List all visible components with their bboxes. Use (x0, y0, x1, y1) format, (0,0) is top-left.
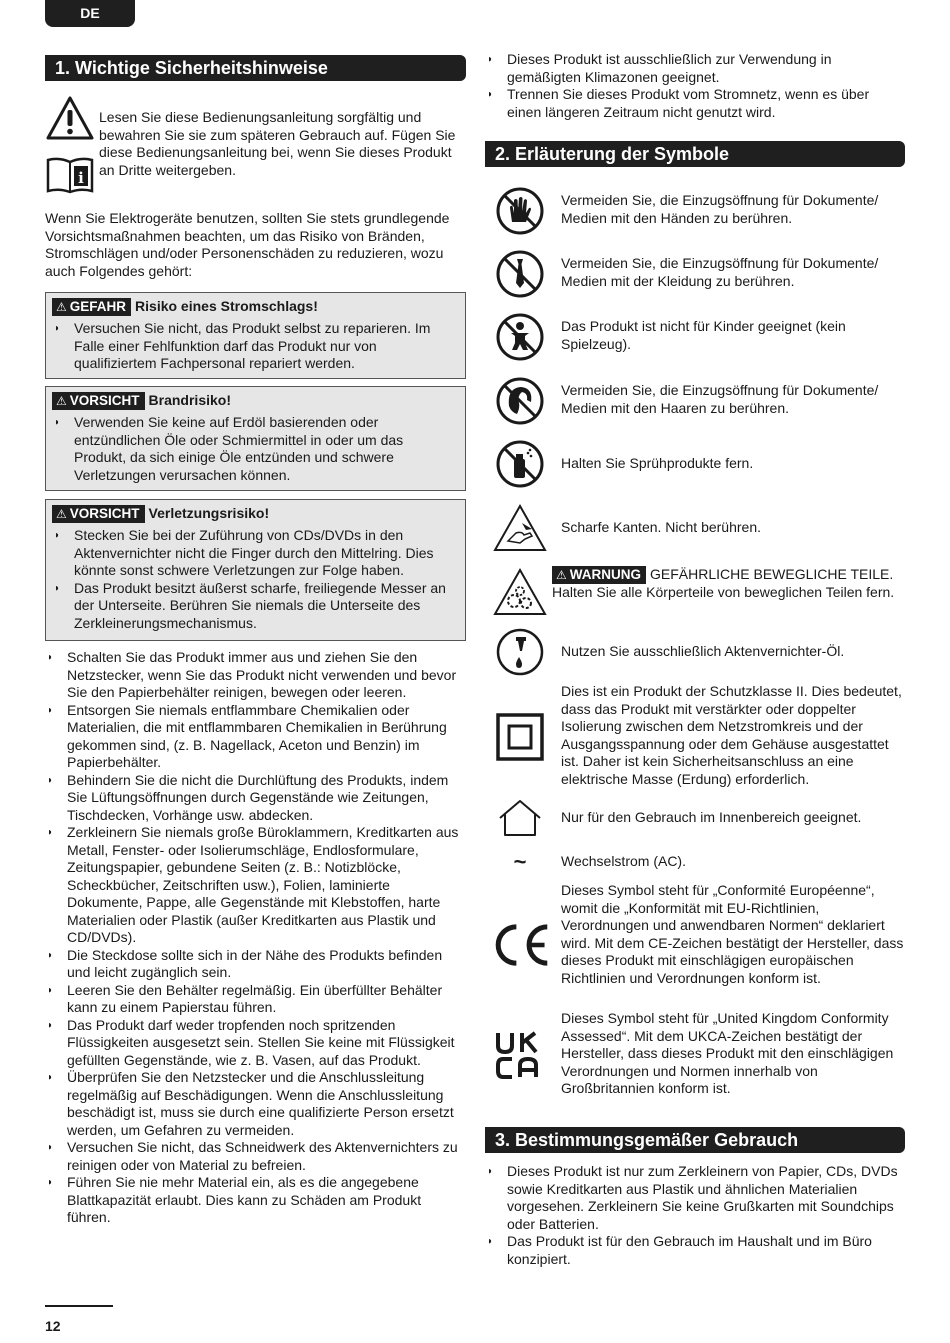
safety-bullet-list (45, 649, 463, 1227)
list-item: ◗ Dieses Produkt ist nur zum Zerkleinern von Papier, CDs, DVDs sowie Kreditkarten aus Plastik und ähnlichen Materialien vorgesehen. Zerkleinern Sie keine Grußkarten mit Soundchips oder Batterien. (485, 1163, 905, 1233)
indoor-house-icon (490, 797, 550, 839)
ac-icon: ~ (513, 849, 527, 874)
box-list (52, 320, 459, 373)
page-number: 12 (45, 1318, 61, 1334)
list-item: ◗ Stecken Sie bei der Zuführung von CDs/DVDs in den Aktenvernichter nicht die Finger durch den Mittelring. Dies könnte sonst schwere Verletzungen zur Folge haben. (52, 527, 459, 580)
symbol-description: Dieses Symbol steht für „Conformité Européenne“, womit die „Konformität mit EU-Richtlinien, Verordnungen und anwendbaren Normen“ deklariert wird. Mit dem CE-Zeichen bestätigt der Hersteller, dass dieses Produkt mit einschlägigen europäischen Richtlinien und Verordnungen konform ist. (561, 882, 904, 986)
continued-bullet-list (485, 51, 890, 121)
symbol-row (485, 185, 905, 237)
footer-rule (45, 1305, 113, 1307)
intro-text: Lesen Sie diese Bedienungsanleitung sorgfältig und bewahren Sie sie zum späteren Gebrauch auf. Fügen Sie diese Bedienungsanleitung bei, wenn Sie dieses Produkt an Dritte weitergeben. (99, 109, 456, 178)
symbol-description: Dies ist ein Produkt der Schutzklasse II. Dies bedeutet, dass das Produkt mit verstärkter oder doppelter Isolierung zwischen dem Netzstromkreis und der Ausgangsspannung oder dem Gehäuse ausgestattet ist. Daher ist kein Sicherheitsanschluss an eine elektrische Masse (Erdung) erforderlich. (561, 683, 902, 787)
warning-heading: GEFÄHRLICHE BEWEGLICHE TEILE. (650, 566, 894, 582)
symbol-description (552, 566, 905, 602)
warning-sign-icon: ⚠ (556, 568, 567, 582)
symbol-description: Vermeiden Sie, die Einzugsöffnung für Dokumente/ Medien mit der Kleidung zu berühren. (561, 255, 879, 289)
symbol-description: Halten Sie Sprühprodukte fern. (561, 455, 754, 471)
list-item: ◗ Das Produkt darf weder tropfenden noch spritzenden Flüssigkeiten ausgesetzt sein. Stellen Sie keine mit Flüssigkeit gefüllten Gegenstände, wie z. B. Vasen, auf das Produkt. (45, 1017, 463, 1070)
list-item: ◗ Verwenden Sie keine auf Erdöl basierenden oder entzündlichen Öle oder Schmiermittel in oder um das Produkt, da sich einige Öle entzünden und schwere Verletzungen verursachen können. (52, 414, 459, 484)
caution-box-fire (45, 386, 466, 491)
danger-box-electric-shock (45, 292, 466, 379)
no-tie-icon (490, 248, 550, 300)
warning-sign-icon: ⚠ (56, 394, 67, 408)
caution-box-injury (45, 499, 466, 641)
symbol-description: Wechselstrom (AC). (561, 853, 686, 869)
box-list (52, 414, 459, 484)
symbol-description: Das Produkt ist nicht für Kinder geeignet (kein Spielzeug). (561, 318, 846, 352)
language-tab: DE (45, 0, 135, 27)
list-item: ◗ Führen Sie nie mehr Material ein, als es die angegebene Blattkapazität erlaubt. Dies kann zu Schäden am Produkt führen. (45, 1174, 463, 1227)
list-item: ◗ Das Produkt besitzt äußerst scharfe, freiliegende Messer an der Unterseite. Berühren Sie niemals die Unterseite des Zerkleinerungsmechanismus. (52, 580, 459, 633)
symbol-description: Dieses Symbol steht für „United Kingdom Conformity Assessed“. Mit dem UKCA-Zeichen bestätigt der Hersteller, dass dieses Produkt mit den einschlägigen Verordnungen und Normen innerhalb von Großbritannien konform ist. (561, 1010, 894, 1096)
danger-badge: ⚠ GEFAHR (52, 298, 131, 316)
symbol-description: Vermeiden Sie, die Einzugsöffnung für Dokumente/ Medien mit den Haaren zu berühren. (561, 382, 879, 416)
symbol-row (485, 797, 905, 839)
list-item: ◗ Überprüfen Sie den Netzstecker und die Anschlussleitung regelmäßig auf Beschädigungen. Wenn die Anschlussleitung beschädigt ist, muss sie durch eine qualifizierte Person ersetzt werden, um Gefahren zu vermeiden. (45, 1069, 463, 1139)
section-1-title: 1. Wichtige Sicherheitshinweise (45, 55, 466, 81)
intended-use-list (485, 1163, 905, 1268)
symbol-row (485, 248, 905, 300)
list-item: ◗ Leeren Sie den Behälter regelmäßig. Ein überfüllter Behälter kann zu einem Papierstau führen. (45, 982, 463, 1017)
list-item: ◗ Zerkleinern Sie niemals große Büroklammern, Kreditkarten aus Metall, Fenster- oder Isolierumschläge, Endlosformulare, Zeitungspapier, gebundene Seiten (z. B.: Notizblöcke, Scheckbücher, Zeitschriften usw.), Folien, laminierte Dokumente, Pappe, alle Gegenstände mit Klebstoffen, harte Materialien oder Plastik (außer Kreditkarten aus Plastik und CD/DVDs). (45, 824, 463, 947)
list-item: ◗ Trennen Sie dieses Produkt vom Stromnetz, wenn es über einen längeren Zeitraum nicht genutzt wird. (485, 86, 890, 121)
symbol-row (485, 500, 905, 555)
oil-icon (490, 627, 550, 677)
symbol-description: Nutzen Sie ausschließlich Aktenvernichter-Öl. (561, 643, 845, 659)
precautions-paragraph: Wenn Sie Elektrogeräte benutzen, sollten Sie stets grundlegende Vorsichtsmaßnahmen beachten, um das Risiko von Bränden, Stromschlägen und/oder Personenschäden zu reduzieren, wozu auch Folgendes gehört: (45, 210, 450, 279)
box-title: Risiko eines Stromschlags! (135, 298, 318, 314)
list-item: ◗ Versuchen Sie nicht, das Produkt selbst zu reparieren. Im Falle einer Fehlfunktion darf das Produkt nur von qualifiziertem Fachpersonal repariert werden. (52, 320, 459, 373)
symbol-row (485, 627, 905, 677)
box-title: Verletzungsrisiko! (148, 505, 270, 521)
symbol-row (485, 375, 905, 427)
symbol-description: Vermeiden Sie, die Einzugsöffnung für Dokumente/ Medien mit den Händen zu berühren. (561, 192, 879, 226)
class-ii-icon (490, 683, 550, 791)
no-children-icon (490, 311, 550, 363)
no-hand-icon (490, 185, 550, 237)
symbol-row (485, 850, 905, 874)
list-item: ◗ Die Steckdose sollte sich in der Nähe des Produkts befinden und leicht zugänglich sein. (45, 947, 463, 982)
symbol-row (485, 564, 905, 619)
symbol-row (485, 311, 905, 363)
no-spray-icon (490, 438, 550, 490)
warning-badge: ⚠ WARNUNG (552, 566, 646, 584)
list-item: ◗ Versuchen Sie nicht, das Schneidwerk des Aktenvernichters zu reinigen oder von Material zu befreien. (45, 1139, 463, 1174)
symbol-row (485, 683, 905, 791)
caution-badge: ⚠ VORSICHT (52, 505, 145, 523)
moving-parts-icon (490, 564, 550, 619)
box-title: Brandrisiko! (148, 392, 231, 408)
warning-triangle-icon (45, 95, 95, 145)
list-item: ◗ Das Produkt ist für den Gebrauch im Haushalt und im Büro konzipiert. (485, 1233, 905, 1268)
symbol-row (485, 882, 905, 1007)
no-hair-icon (490, 375, 550, 427)
read-manual-icon (45, 155, 95, 195)
list-item: ◗ Schalten Sie das Produkt immer aus und ziehen Sie den Netzstecker, wenn Sie das Produkt nicht verwenden und bevor Sie den Papierbehälter reinigen, bewegen oder leeren. (45, 649, 463, 702)
symbol-description: Scharfe Kanten. Nicht berühren. (561, 519, 762, 535)
symbol-row (485, 1010, 905, 1100)
symbol-row (485, 438, 905, 490)
list-item: ◗ Entsorgen Sie niemals entflammbare Chemikalien oder Materialien, die mit entflammbaren Chemikalien in Berührung gekommen sind, (z. B. Nagellack, Aceton und Benzin) im Papierbehälter. (45, 702, 463, 772)
sharp-edges-icon (490, 500, 550, 555)
svg-text:i: i (78, 169, 84, 187)
ce-mark-icon (490, 882, 550, 1007)
warning-sign-icon: ⚠ (56, 300, 67, 314)
warning-text: Halten Sie alle Körperteile von beweglichen Teilen fern. (552, 584, 895, 600)
list-item: ◗ Dieses Produkt ist ausschließlich zur Verwendung in gemäßigten Klimazonen geeignet. (485, 51, 890, 86)
list-item: ◗ Behindern Sie die nicht die Durchlüftung des Produkts, indem Sie Lüftungsöffnungen durch Gegenstände wie Zeitungen, Tischdecken, Vorhänge usw. abdecken. (45, 772, 463, 825)
warning-sign-icon: ⚠ (56, 507, 67, 521)
section-3-title: 3. Bestimmungsgemäßer Gebrauch (485, 1127, 905, 1153)
section-2-title: 2. Erläuterung der Symbole (485, 141, 905, 167)
ukca-mark-icon (490, 1010, 550, 1100)
symbol-description: Nur für den Gebrauch im Innenbereich geeignet. (561, 809, 862, 825)
box-list (52, 527, 459, 632)
caution-badge: ⚠ VORSICHT (52, 392, 145, 410)
